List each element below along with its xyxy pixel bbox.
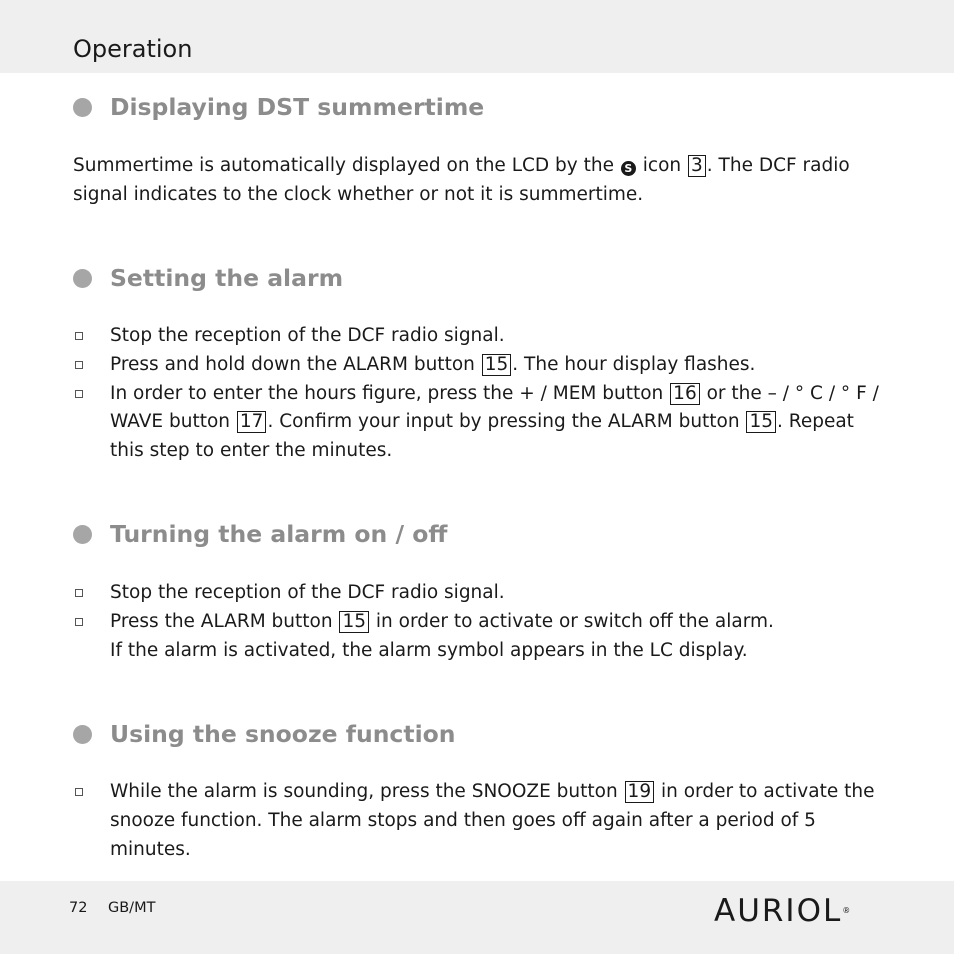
bullet-dot-icon [73,269,92,288]
text: . Repeat this step to enter the minutes. [110,411,854,462]
text: icon [636,155,687,176]
text: Summertime is automatically displayed on the LCD by the [73,155,620,176]
text: If the alarm is activated, the alarm symbol appears in the LC display. [110,639,748,661]
text: . The DCF radio signal indicates to the clock whether or not it is summertime. [73,155,850,205]
section-heading-dst [73,92,484,122]
brand-logo [714,893,850,929]
page-title: Operation [73,35,193,63]
heading-text: Setting the alarm [110,264,344,292]
section-heading-snooze [73,719,456,749]
reference-number: 16 [670,383,700,405]
heading-text: Displaying DST summertime [110,93,485,121]
list-item [73,322,893,351]
page-number: 72 [69,900,88,916]
onoff-steps-list [73,579,893,665]
text: in order to activate or switch off the alarm. [370,610,774,632]
heading-text: Turning the alarm on / off [110,520,448,548]
locale-code: GB/MT [108,900,156,916]
text: in order to activate the snooze function. The alarm stops and then goes off again after a period of 5 minutes. [110,781,875,860]
checkbox-icon [75,618,83,626]
list-item [73,778,893,864]
text: . Confirm your input by pressing the ALARM button [267,411,746,433]
reference-number: 15 [746,411,776,433]
text: Stop the reception of the DCF radio signal. [110,582,505,603]
brand-name: AURIOL [714,893,843,929]
reference-number: 15 [339,611,369,633]
list-item [73,380,893,466]
section-heading-onoff [73,519,447,549]
list-item [73,608,893,666]
text: Press and hold down the ALARM button [110,353,481,375]
text: Stop the reception of the DCF radio signal. [110,325,505,346]
bullet-dot-icon [73,525,92,544]
section-heading-alarm [73,263,343,293]
text: . The hour display flashes. [512,353,756,375]
snooze-steps-list [73,778,893,864]
list-item [73,351,893,380]
alarm-steps-list [73,322,893,466]
text: While the alarm is sounding, press the SNOOZE button [110,781,624,802]
reference-number: 17 [237,411,267,433]
summertime-s-icon: S [621,161,636,176]
checkbox-icon [75,589,83,597]
reference-number: 15 [482,354,512,376]
registered-mark: ® [842,906,851,915]
list-item [73,579,893,608]
text: In order to enter the hours figure, press the + / MEM button [110,382,670,404]
reference-number: 3 [688,155,706,177]
checkbox-icon [75,390,83,398]
checkbox-icon [75,361,83,369]
heading-text: Using the snooze function [110,720,456,748]
text: or the – / ° C / ° F / WAVE button [110,382,879,433]
dst-paragraph [73,152,893,209]
reference-number: 19 [625,781,655,803]
checkbox-icon [75,332,83,340]
text: Press the ALARM button [110,610,339,632]
bullet-dot-icon [73,98,92,117]
bullet-dot-icon [73,725,92,744]
checkbox-icon [75,788,83,796]
